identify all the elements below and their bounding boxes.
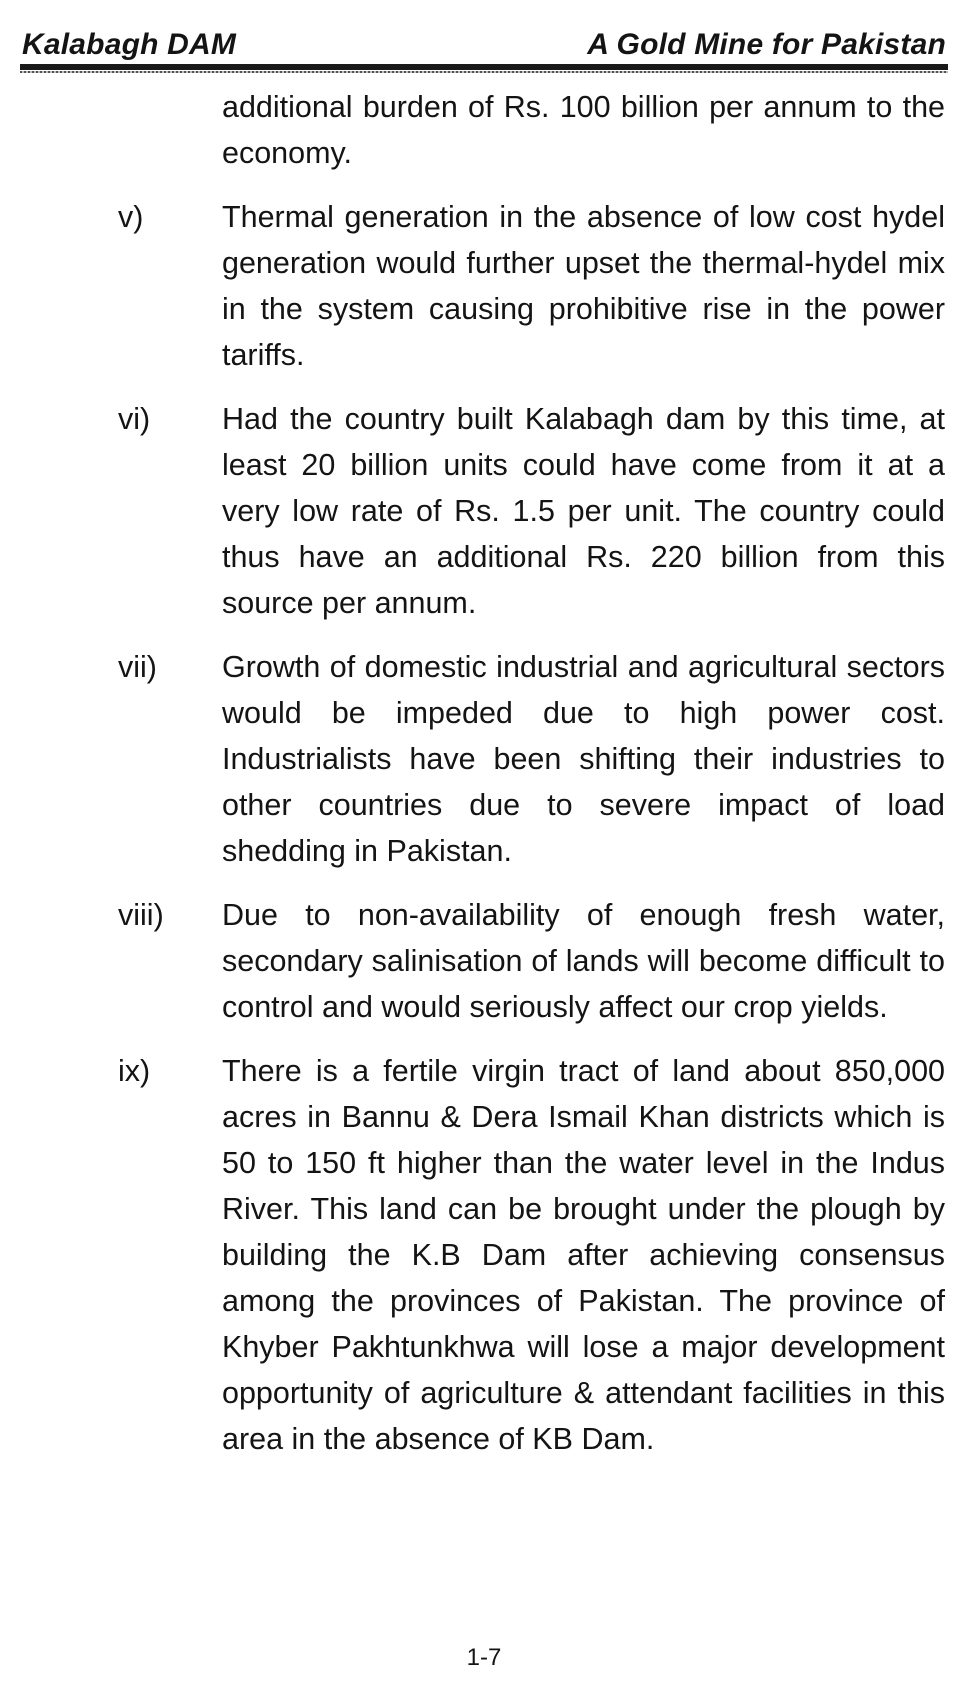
paragraph-gap [0,176,968,194]
list-item-text: Had the country built Kalabagh dam by this time, at least 20 billion units could have come from it at a very low rate of Rs. 1.5 per unit. The country could thus have an additional Rs. 220 billion from this source per annum. [222,402,945,620]
list-item-text: Growth of domestic industrial and agricultural sectors would be impeded due to high power cost. Industrialists have been shifting their industries to other countries due to severe impact of load shedding in Pakistan. [222,650,945,868]
list-item-text: There is a fertile virgin tract of land about 850,000 acres in Bannu & Dera Ismail Khan districts which is 50 to 150 ft higher than the water level in the Indus River. This land can be brought under the plough by building the K.B Dam after achieving consensus among the provinces of Pakistan. The province of Khyber Pakhtunkhwa will lose a major development opportunity of agriculture & attendant facilities in this area in the absence of KB Dam. [222,1054,945,1456]
list-item [0,1048,968,1462]
list-item [0,194,968,378]
list-item-text: Thermal generation in the absence of low cost hydel generation would further upset the thermal-hydel mix in the system causing prohibitive rise in the power tariffs. [222,200,945,372]
list-item [0,396,968,626]
page-body [0,84,968,1462]
header-book-title: Kalabagh DAM [22,28,237,61]
paragraph-gap [0,626,968,644]
page-number: 1-7 [466,1644,502,1671]
paragraph-gap [0,378,968,396]
list-item-text: Due to non-availability of enough fresh water, secondary salinisation of lands will become difficult to control and would seriously affect our crop yields. [222,898,945,1024]
list-item-marker: vii) [118,650,157,684]
list-item-marker: vi) [118,402,151,436]
header-rule-shadow [20,71,948,73]
list-item [0,84,968,176]
list-item-text: additional burden of Rs. 100 billion per annum to the economy. [222,90,945,170]
header-book-subtitle: A Gold Mine for Pakistan [587,28,946,61]
running-header [22,18,946,62]
list-item [0,644,968,874]
paragraph-gap [0,1030,968,1048]
header-rule [20,64,948,70]
paragraph-gap [0,874,968,892]
list-item-marker: ix) [118,1054,151,1088]
list-item [0,892,968,1030]
list-item-marker: v) [118,200,144,234]
list-item-marker: viii) [118,898,164,932]
